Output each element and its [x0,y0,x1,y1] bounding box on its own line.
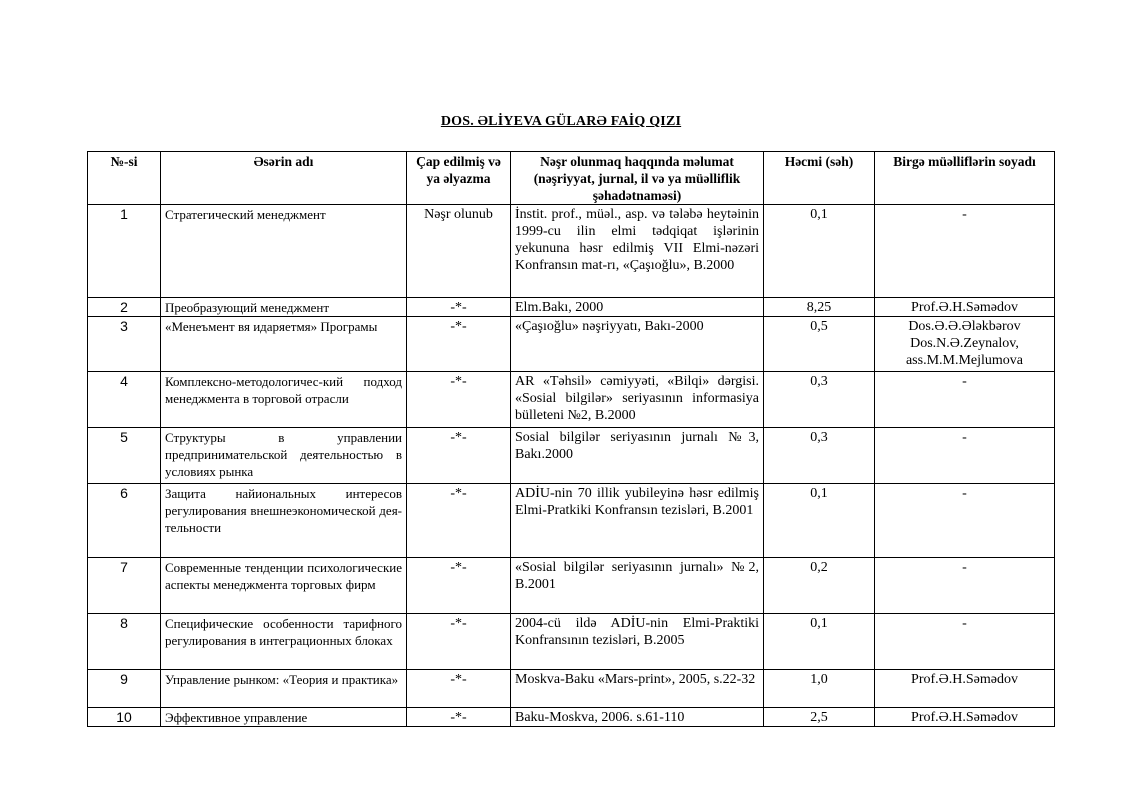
publication-info: AR «Təhsil» cəmiyyəti, «Bilqi» dərgisi. «Sosial bilgilər» seriyasının informasiya bülleteni №2, B.2000 [511,372,764,428]
publication-info: ADİU-nin 70 illik yubileyinə həsr edilmiş Elmi-Pratkiki Konfransın tezisləri, B.2001 [511,484,764,558]
coauthor-name: - [962,430,967,445]
publication-status: -*- [407,428,511,484]
volume-pages: 0,1 [764,205,875,298]
work-title: Преобразующий менеджмент [161,298,407,317]
coauthors [875,670,1055,708]
header-num: №-si [88,152,161,205]
work-title: Современные тенденции психологические аспекты менеджмента торговых фирм [161,558,407,614]
header-info: Nəşr olunmaq haqqında məlumat (nəşriyyat, jurnal, il və ya müəlliflik şəhadətnaməsi) [511,152,764,205]
publication-status: -*- [407,372,511,428]
volume-pages: 0,3 [764,372,875,428]
volume-pages: 0,3 [764,428,875,484]
work-title: Специфические особенности тарифного регулирования в интеграционных блоках [161,614,407,670]
coauthors [875,484,1055,558]
table-row [88,372,1055,428]
work-title: «Менеъмент вя идаряетмя» Програмы [161,317,407,372]
table-row [88,205,1055,298]
work-title: Защита найиональных интересов регулирования внешнеэкономической дея-тельности [161,484,407,558]
publication-info: İnstit. prof., müəl., asp. və tələbə heytəinin 1999-cu ilin elmi tədqiqat işlərinin yekununa həsr edilmiş VII Elmi-nəzəri Konfransın mat-rı, «Çaşıoğlu», B.2000 [511,205,764,298]
row-number: 5 [88,428,161,484]
publication-status: -*- [407,298,511,317]
header-volume: Həcmi (səh) [764,152,875,205]
coauthor-name: - [962,560,967,575]
volume-pages: 1,0 [764,670,875,708]
publication-status: -*- [407,484,511,558]
publication-info: «Sosial bilgilər seriyasının jurnalı» №2, B.2001 [511,558,764,614]
table-row [88,317,1055,372]
coauthors [875,708,1055,727]
table-header [88,152,1055,205]
coauthor-name: ass.M.M.Mejlumova [905,353,1024,368]
table-row [88,614,1055,670]
table-row [88,484,1055,558]
work-title: Эффективное управление [161,708,407,727]
header-row [88,152,1055,205]
coauthor-name: Prof.Ə.H.Səmədov [911,710,1018,725]
publication-status: -*- [407,317,511,372]
coauthor-name: - [962,486,967,501]
publication-info: Baku-Moskva, 2006. s.61-110 [511,708,764,727]
publication-status: Nəşr olunub [407,205,511,298]
works-table [87,151,1055,727]
work-title: Стратегический менеджмент [161,205,407,298]
coauthors [875,298,1055,317]
header-name: Əsərin adı [161,152,407,205]
coauthors [875,558,1055,614]
row-number: 4 [88,372,161,428]
publication-info: Elm.Bakı, 2000 [511,298,764,317]
coauthor-name: Dos.Ə.Ə.Ələkbərov [908,319,1021,334]
header-coauthors: Birgə müəlliflərin soyadı [875,152,1055,205]
publication-status: -*- [407,708,511,727]
table-body [88,205,1055,727]
publication-info: 2004-cü ildə ADİU-nin Elmi-Praktiki Konfransının tezisləri, B.2005 [511,614,764,670]
table-row [88,670,1055,708]
page-title: DOS. ƏLİYEVA GÜLARƏ FAİQ QIZI [440,114,682,129]
row-number: 10 [88,708,161,727]
work-title: Комплексно-методологичес-кий подход менеджмента в торговой отрасли [161,372,407,428]
coauthors [875,614,1055,670]
coauthor-name: Dos.N.Ə.Zeynalov, [910,336,1019,351]
work-title: Структуры в управлении предпринимательской деятельностью в условиях рынка [161,428,407,484]
coauthor-name: Prof.Ə.H.Səmədov [911,672,1018,687]
publication-info: Sosial bilgilər seriyasının jurnalı №3, Bakı.2000 [511,428,764,484]
row-number: 2 [88,298,161,317]
coauthors [875,372,1055,428]
row-number: 9 [88,670,161,708]
coauthor-name: - [962,207,967,222]
coauthors [875,428,1055,484]
publication-status: -*- [407,614,511,670]
coauthors [875,205,1055,298]
coauthor-name: - [962,374,967,389]
coauthor-name: Prof.Ə.H.Səmədov [911,300,1018,315]
row-number: 1 [88,205,161,298]
header-status: Çap edilmiş və ya əlyazma [407,152,511,205]
volume-pages: 8,25 [764,298,875,317]
coauthors [875,317,1055,372]
table-row [88,558,1055,614]
table-row [88,708,1055,727]
publication-status: -*- [407,670,511,708]
row-number: 7 [88,558,161,614]
volume-pages: 0,5 [764,317,875,372]
volume-pages: 0,1 [764,484,875,558]
table-row [88,428,1055,484]
volume-pages: 0,2 [764,558,875,614]
work-title: Управление рынком: «Теория и практика» [161,670,407,708]
volume-pages: 2,5 [764,708,875,727]
publication-info: Moskva-Baku «Mars-print», 2005, s.22-32 [511,670,764,708]
publication-info: «Çaşıoğlu» nəşriyyatı, Bakı-2000 [511,317,764,372]
publication-status: -*- [407,558,511,614]
table-row [88,298,1055,317]
row-number: 3 [88,317,161,372]
row-number: 6 [88,484,161,558]
row-number: 8 [88,614,161,670]
coauthor-name: - [962,616,967,631]
volume-pages: 0,1 [764,614,875,670]
